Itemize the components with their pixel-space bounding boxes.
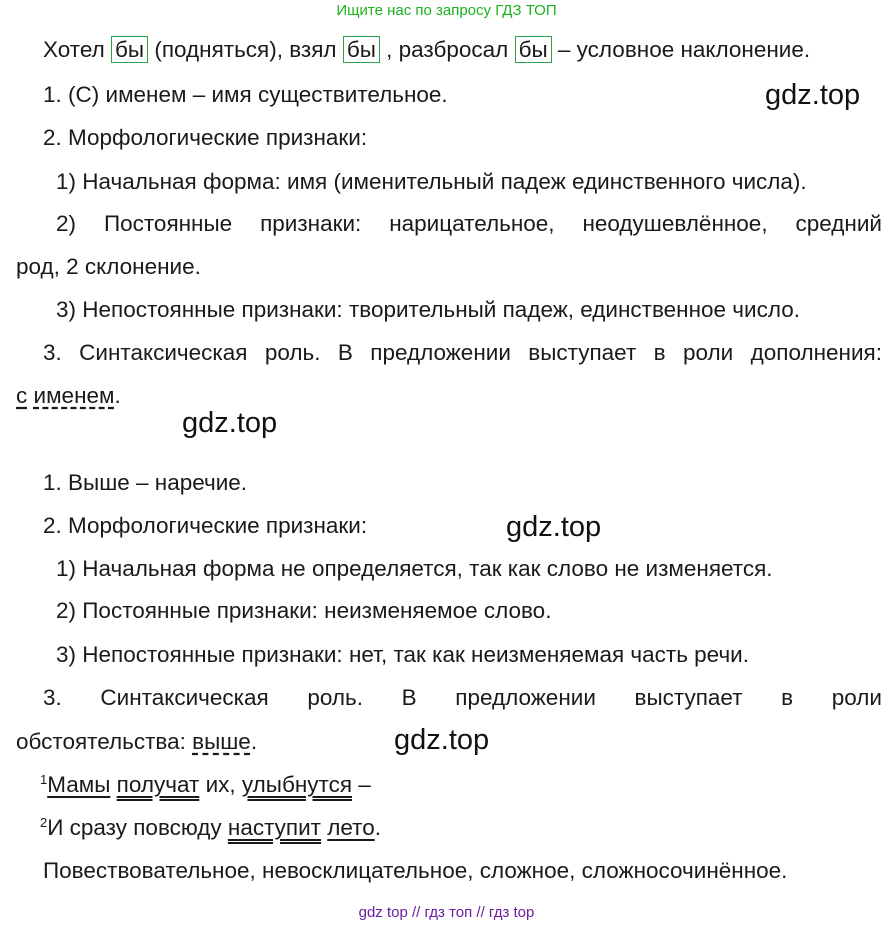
underlined-object: именем: [33, 383, 115, 408]
subject-word: Мамы: [47, 772, 111, 797]
analysis-line: 1) Начальная форма: имя (именительный падеж единственного числа).: [56, 169, 807, 194]
analysis-line: род, 2 склонение.: [16, 254, 201, 279]
footer-links: gdz top // гдз топ // гдз top: [358, 904, 535, 921]
text-segment: (подняться), взял: [154, 37, 337, 62]
analysis-line: [16, 382, 882, 410]
watermark: gdz.top: [765, 79, 861, 111]
analysis-line: 3. Синтаксическая роль. В предложении выступает в роли дополнения:: [43, 340, 882, 365]
word-hotel: Хотел: [43, 37, 105, 62]
text-segment: И сразу повсюду: [47, 815, 222, 840]
text-segment: –: [358, 772, 371, 797]
analysis-line: 3) Непостоянные признаки: творительный падеж, единственное число.: [56, 297, 800, 322]
watermark: gdz.top: [394, 724, 490, 756]
sentence-1: [40, 771, 893, 799]
analysis-line: 3. Синтаксическая роль. В предложении выступает в роли: [43, 685, 882, 710]
particle-by-1: бы: [111, 36, 148, 63]
subject-word: лето: [327, 815, 375, 840]
predicate-word: получат: [116, 772, 200, 797]
analysis-line: 3) Непостоянные признаки: нет, так как неизменяемая часть речи.: [56, 642, 749, 667]
top-banner: Ищите нас по запросу ГДЗ ТОП: [336, 2, 557, 19]
watermark: gdz.top: [506, 511, 602, 543]
analysis-line: 2) Постоянные признаки: неизменяемое слово.: [56, 598, 552, 623]
analysis-line: 2) Постоянные признаки: нарицательное, неодушевлённое, средний: [56, 211, 882, 236]
sentence-number: 2: [40, 815, 48, 830]
text-segment: .: [250, 729, 258, 754]
underlined-preposition: с: [16, 383, 28, 408]
sentence-characteristics: Повествовательное, невосклицательное, сложное, сложносочинённое.: [43, 858, 788, 883]
text-segment: – условное наклонение.: [557, 37, 811, 62]
text-segment: .: [114, 383, 121, 408]
analysis-line: 2. Морфологические признаки:: [43, 513, 368, 538]
text-segment: , разбросал: [386, 37, 509, 62]
sentence-number: 1: [40, 772, 48, 787]
line-conditional-mood: [43, 36, 883, 64]
text-segment: обстоятельства:: [16, 729, 186, 754]
particle-by-2: бы: [343, 36, 380, 63]
particle-by-3: бы: [515, 36, 552, 63]
analysis-line: 1. Выше – наречие.: [43, 470, 248, 495]
analysis-line: 1. (С) именем – имя существительное.: [43, 82, 448, 107]
analysis-line: 1) Начальная форма не определяется, так как слово не изменяется.: [56, 556, 773, 581]
underlined-adverbial: выше: [192, 729, 251, 754]
predicate-word: улыбнутся: [241, 772, 353, 797]
predicate-word: наступит: [227, 815, 321, 840]
watermark: gdz.top: [182, 407, 278, 439]
text-segment: их,: [205, 772, 236, 797]
text-segment: .: [374, 815, 381, 840]
analysis-line: 2. Морфологические признаки:: [43, 125, 368, 150]
sentence-2: [40, 814, 893, 842]
